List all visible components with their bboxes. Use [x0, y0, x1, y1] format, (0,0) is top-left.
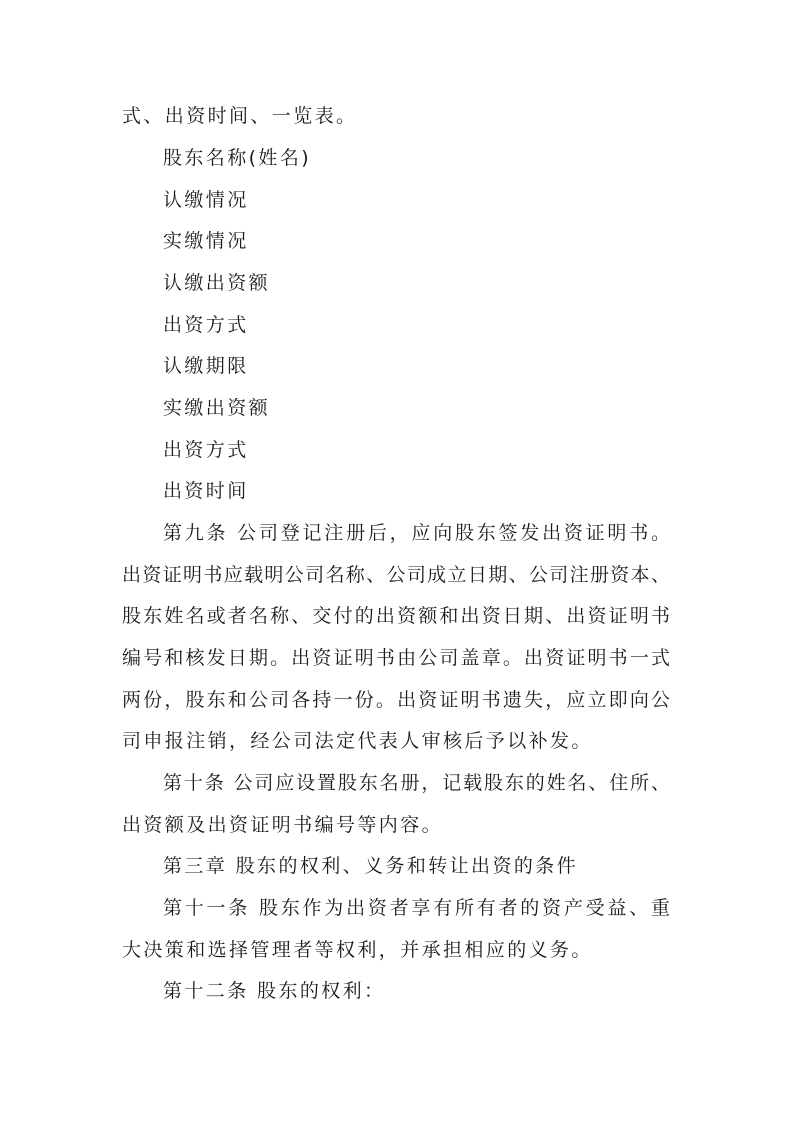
text-line: 大决策和选择管理者等权利，并承担相应的义务。	[122, 939, 593, 961]
text-line: 出资方式	[163, 314, 249, 336]
text-line: 出资时间	[163, 480, 249, 502]
article-11-heading: 第十一条 股东作为出资者享有所有者的资产受益、重	[163, 897, 670, 919]
text-line: 编号和核发日期。出资证明书由公司盖章。出资证明书一式	[122, 647, 670, 669]
text-line: 两份，股东和公司各持一份。出资证明书遗失，应立即向公	[122, 689, 670, 711]
text-line: 实缴出资额	[163, 397, 271, 419]
article-9-heading: 第九条 公司登记注册后，应向股东签发出资证明书。	[163, 522, 670, 544]
text-line: 出资额及出资证明书编号等内容。	[122, 814, 444, 836]
text-line: 司申报注销，经公司法定代表人审核后予以补发。	[122, 730, 593, 752]
chapter-3-heading: 第三章 股东的权利、义务和转让出资的条件	[163, 855, 579, 877]
text-line: 出资方式	[163, 439, 249, 461]
text-line: 实缴情况	[163, 230, 249, 252]
text-line: 出资证明书应载明公司名称、公司成立日期、公司注册资本、	[122, 564, 670, 586]
text-line: 股东名称(姓名)	[163, 147, 312, 169]
text-line: 认缴期限	[163, 355, 249, 377]
article-10-heading: 第十条 公司应设置股东名册，记载股东的姓名、住所、	[163, 772, 670, 794]
text-line: 股东姓名或者名称、交付的出资额和出资日期、出资证明书	[122, 605, 670, 627]
text-line: 式、出资时间、一览表。	[122, 105, 358, 127]
text-line: 认缴情况	[163, 189, 249, 211]
text-line: 认缴出资额	[163, 272, 271, 294]
article-12-heading: 第十二条 股东的权利：	[163, 980, 386, 1002]
